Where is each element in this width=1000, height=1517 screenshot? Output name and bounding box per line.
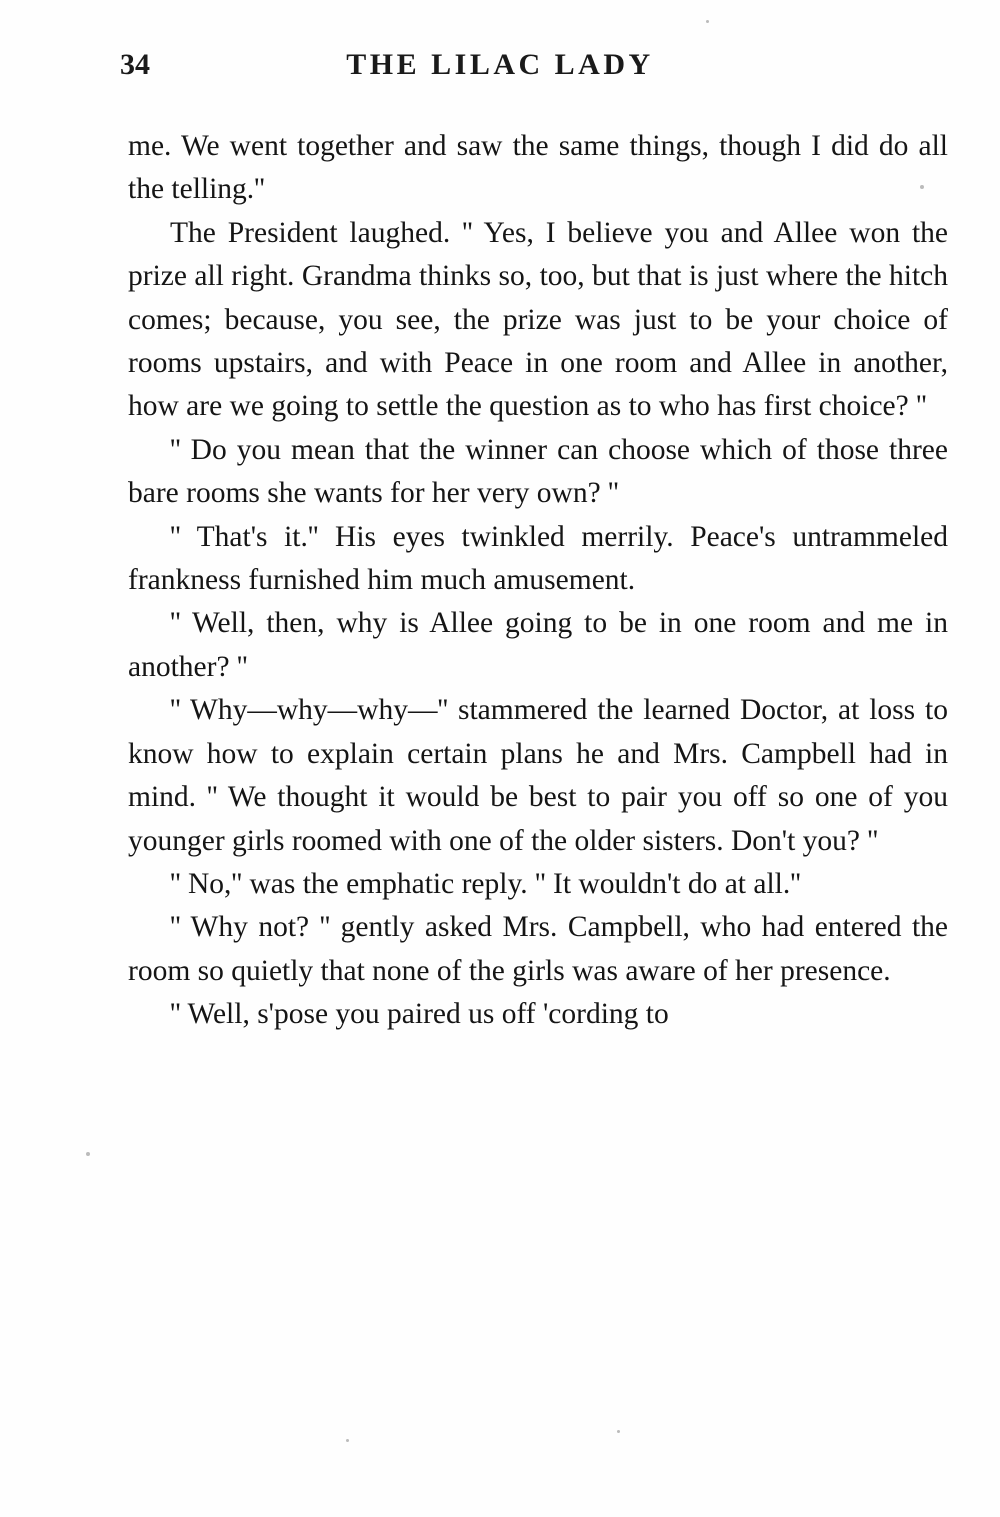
paragraph: '' Well, then, why is Allee going to be in one room and me in another? '': [128, 607, 948, 683]
scan-speck: [86, 1152, 90, 1156]
scan-speck: [617, 1430, 620, 1433]
paragraph: '' Well, s'pose you paired us off 'cording to: [170, 998, 669, 1031]
paragraph: '' No,'' was the emphatic reply. '' It wouldn't do at all.'': [170, 867, 801, 900]
paragraph: '' That's it.'' His eyes twinkled merrily. Peace's untrammeled frankness furnished him much amusement.: [128, 520, 948, 597]
page-body: [128, 125, 948, 1037]
scan-speck: [706, 20, 709, 23]
running-title: THE LILAC LADY: [346, 48, 654, 81]
paragraph: '' Why not? '' gently asked Mrs. Campbell, who had entered the room so quietly that none of the girls was aware of her presence.: [128, 911, 948, 987]
page-header: [120, 48, 880, 88]
paragraph: The President laughed. '' Yes, I believe you and Allee won the prize all right. Grandma thinks so, too, but that is just where the hitch comes; because, you see, the prize was just to be your choice of rooms upstairs, and with Peace in one room and Allee in another, how are we going to settle the question as to who has first choice? '': [128, 216, 948, 423]
paragraph: '' Do you mean that the winner can choose which of those three bare rooms she wants for her very own? '': [128, 433, 948, 510]
scan-speck: [346, 1439, 349, 1442]
paragraph: me. We went together and saw the same things, though I did do all the telling.'': [128, 130, 948, 206]
page-number: 34: [120, 48, 150, 81]
paragraph: '' Why—why—why—'' stammered the learned Doctor, at loss to know how to explain certain plans he and Mrs. Campbell had in mind. '' We thought it would be best to pair you off so one of you younger girls roomed with one of the older sisters. Don't you? '': [128, 694, 948, 857]
scan-speck: [920, 185, 924, 189]
